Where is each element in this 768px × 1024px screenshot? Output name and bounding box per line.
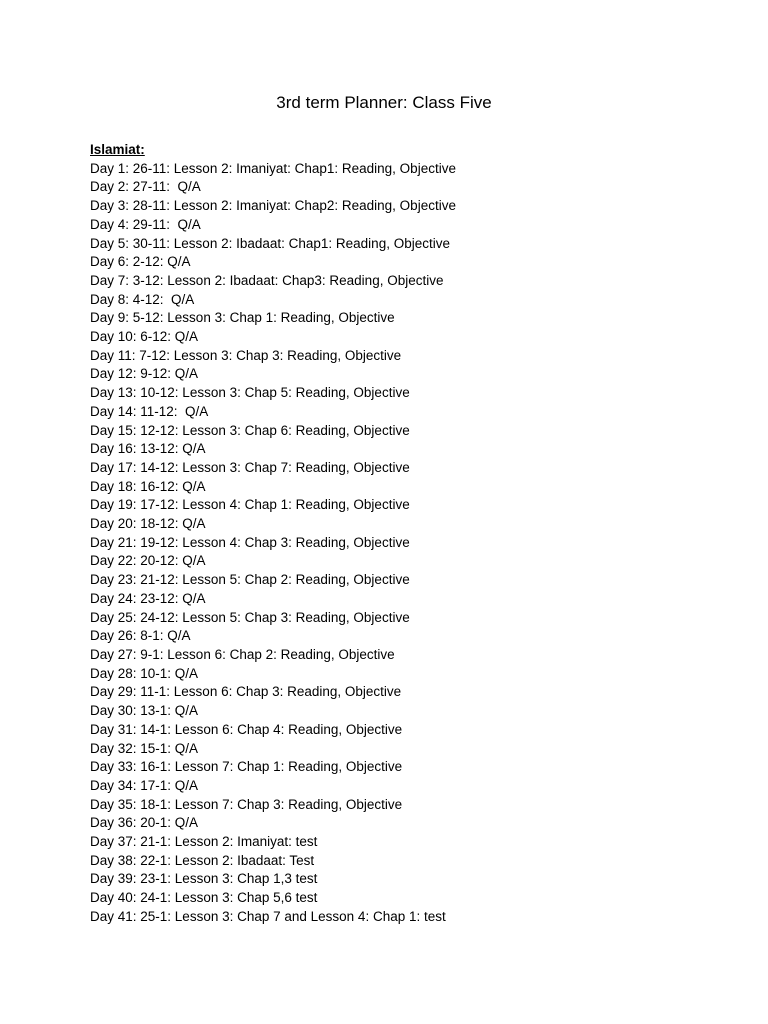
planner-entry: Day 20: 18-12: Q/A xyxy=(90,516,206,532)
planner-entry: Day 22: 20-12: Q/A xyxy=(90,553,206,569)
planner-entry: Day 34: 17-1: Q/A xyxy=(90,777,199,793)
planner-entry: Day 16: 13-12: Q/A xyxy=(90,441,206,457)
planner-entry: Day 14: 11-12: Q/A xyxy=(90,403,209,419)
planner-entry: Day 27: 9-1: Lesson 6: Chap 2: Reading, Objective xyxy=(90,646,395,662)
planner-entry: Day 25: 24-12: Lesson 5: Chap 3: Reading, Objective xyxy=(90,609,410,625)
planner-entry: Day 4: 29-11: Q/A xyxy=(90,216,201,232)
planner-entry: Day 40: 24-1: Lesson 3: Chap 5,6 test xyxy=(90,890,318,906)
planner-entry: Day 33: 16-1: Lesson 7: Chap 1: Reading, Objective xyxy=(90,759,403,775)
planner-entry: Day 9: 5-12: Lesson 3: Chap 1: Reading, Objective xyxy=(90,310,395,326)
islamiat-section xyxy=(90,141,730,927)
planner-entry: Day 2: 27-11: Q/A xyxy=(90,179,201,195)
planner-entry: Day 12: 9-12: Q/A xyxy=(90,366,199,382)
planner-entry: Day 30: 13-1: Q/A xyxy=(90,703,199,719)
planner-entry: Day 5: 30-11: Lesson 2: Ibadaat: Chap1: Reading, Objective xyxy=(90,235,450,251)
page-title: 3rd term Planner: Class Five xyxy=(276,93,492,112)
planner-entry: Day 38: 22-1: Lesson 2: Ibadaat: Test xyxy=(90,852,315,868)
planner-entry: Day 1: 26-11: Lesson 2: Imaniyat: Chap1: Reading, Objective xyxy=(90,160,456,176)
planner-entry: Day 29: 11-1: Lesson 6: Chap 3: Reading, Objective xyxy=(90,684,402,700)
planner-entry: Day 37: 21-1: Lesson 2: Imaniyat: test xyxy=(90,834,318,850)
planner-entry: Day 11: 7-12: Lesson 3: Chap 3: Reading, Objective xyxy=(90,347,402,363)
planner-entry: Day 36: 20-1: Q/A xyxy=(90,815,199,831)
planner-entry: Day 23: 21-12: Lesson 5: Chap 2: Reading, Objective xyxy=(90,572,410,588)
planner-entry: Day 3: 28-11: Lesson 2: Imaniyat: Chap2: Reading, Objective xyxy=(90,198,456,214)
planner-entry: Day 18: 16-12: Q/A xyxy=(90,478,206,494)
planner-entry: Day 17: 14-12: Lesson 3: Chap 7: Reading, Objective xyxy=(90,459,410,475)
planner-entry: Day 6: 2-12: Q/A xyxy=(90,254,191,270)
planner-entry: Day 10: 6-12: Q/A xyxy=(90,329,199,345)
planner-entry: Day 31: 14-1: Lesson 6: Chap 4: Reading, Objective xyxy=(90,721,403,737)
planner-entry: Day 41: 25-1: Lesson 3: Chap 7 and Lesson 4: Chap 1: test xyxy=(90,908,446,924)
section-heading: Islamiat: xyxy=(90,142,145,157)
planner-entry: Day 24: 23-12: Q/A xyxy=(90,590,206,606)
planner-entry: Day 7: 3-12: Lesson 2: Ibadaat: Chap3: Reading, Objective xyxy=(90,272,444,288)
planner-entry: Day 19: 17-12: Lesson 4: Chap 1: Reading, Objective xyxy=(90,497,410,513)
planner-entry: Day 32: 15-1: Q/A xyxy=(90,740,199,756)
planner-entry: Day 26: 8-1: Q/A xyxy=(90,628,191,644)
planner-entry: Day 35: 18-1: Lesson 7: Chap 3: Reading, Objective xyxy=(90,796,403,812)
planner-entry: Day 39: 23-1: Lesson 3: Chap 1,3 test xyxy=(90,871,318,887)
planner-entries xyxy=(90,160,730,927)
planner-entry: Day 28: 10-1: Q/A xyxy=(90,665,199,681)
planner-entry: Day 15: 12-12: Lesson 3: Chap 6: Reading, Objective xyxy=(90,422,410,438)
planner-entry: Day 21: 19-12: Lesson 4: Chap 3: Reading, Objective xyxy=(90,534,410,550)
planner-entry: Day 13: 10-12: Lesson 3: Chap 5: Reading, Objective xyxy=(90,385,410,401)
planner-entry: Day 8: 4-12: Q/A xyxy=(90,291,195,307)
